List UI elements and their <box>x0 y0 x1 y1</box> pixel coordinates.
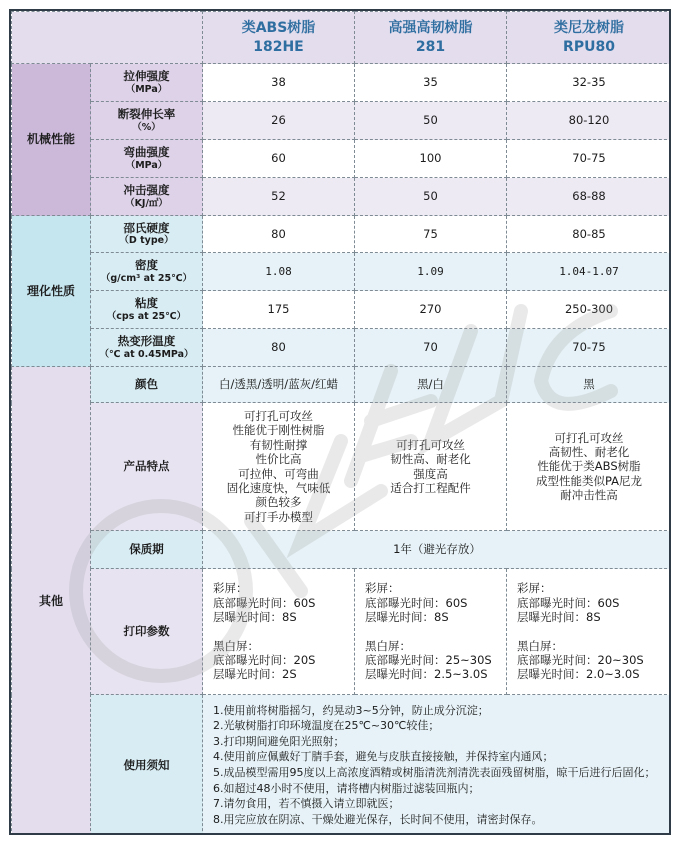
row-usage <box>12 695 672 836</box>
value-cell: 白/透黑/透明/蓝灰/红蜡 <box>203 367 355 403</box>
prop-label: 粘度 （cps at 25℃） <box>91 291 203 329</box>
value-cell: 黑 <box>507 367 672 403</box>
col-header-182he: 类ABS树脂 182HE <box>203 12 355 64</box>
row-print-params <box>12 569 672 695</box>
col-header-rpu80: 类尼龙树脂 RPU80 <box>507 12 672 64</box>
print-rpu80: 彩屏： 底部曝光时间：60S 层曝光时间：8S 黑白屏： 底部曝光时间：20~30S 层曝光时间：2.0~3.0S <box>507 569 672 695</box>
value-cell: 50 <box>355 102 507 140</box>
prop-label: 热变形温度 （℃ at 0.45MPa） <box>91 329 203 367</box>
prop-label: 颜色 <box>91 367 203 403</box>
prop-label: 弯曲强度 （MPa） <box>91 140 203 178</box>
value-cell: 80 <box>203 329 355 367</box>
header-corner <box>12 12 203 64</box>
value-cell: 32-35 <box>507 64 672 102</box>
prop-label: 冲击强度 （KJ/㎡） <box>91 178 203 216</box>
row-features <box>12 403 672 531</box>
header-row <box>12 12 672 64</box>
group-mechanical: 机械性能 <box>12 64 91 216</box>
value-cell: 50 <box>355 178 507 216</box>
value-cell: 1.04-1.07 <box>507 253 672 291</box>
value-cell: 60 <box>203 140 355 178</box>
value-cell: 68-88 <box>507 178 672 216</box>
value-cell: 1.09 <box>355 253 507 291</box>
value-cell: 250-300 <box>507 291 672 329</box>
row-flexural <box>12 140 672 178</box>
row-hardness <box>12 216 672 253</box>
row-density <box>12 253 672 291</box>
row-tensile <box>12 64 672 102</box>
group-other: 其他 <box>12 367 91 836</box>
spec-sheet <box>9 9 671 835</box>
value-cell: 26 <box>203 102 355 140</box>
prop-label: 产品特点 <box>91 403 203 531</box>
value-cell: 1.08 <box>203 253 355 291</box>
prop-label: 使用须知 <box>91 695 203 836</box>
value-cell: 70-75 <box>507 329 672 367</box>
value-cell: 100 <box>355 140 507 178</box>
value-cell: 70 <box>355 329 507 367</box>
col-header-281: 高强高韧树脂 281 <box>355 12 507 64</box>
prop-label: 打印参数 <box>91 569 203 695</box>
row-color <box>12 367 672 403</box>
features-182he: 可打孔可攻丝 性能优于刚性树脂 有韧性耐撑 性价比高 可拉伸、可弯曲 固化速度快，气味低 颜色较多 可打手办模型 <box>203 403 355 531</box>
row-viscosity <box>12 291 672 329</box>
features-rpu80: 可打孔可攻丝 高韧性、耐老化 性能优于类ABS树脂 成型性能类似PA尼龙 耐冲击性高 <box>507 403 672 531</box>
prop-label: 邵氏硬度 （D type） <box>91 216 203 253</box>
row-shelf-life <box>12 531 672 569</box>
row-impact <box>12 178 672 216</box>
shelf-life-value: 1年（避光存放） <box>203 531 672 569</box>
value-cell: 80-85 <box>507 216 672 253</box>
value-cell: 38 <box>203 64 355 102</box>
usage-notes: 1.使用前将树脂摇匀，约晃动3~5分钟，防止成分沉淀； 2.光敏树脂打印环境温度在25℃~30℃较佳； 3.打印期间避免阳光照射； 4.使用前应佩戴好丁腈手套，避免与皮肤直接接触，并保持室内通风； 5.成品模型需用95度以上高浓度酒精或树脂清洗剂清洗表面残留树脂，晾干后进行后固化； 6.如超过48小时不使用，请将槽内树脂过滤装回瓶内； 7.请勿食用，若不慎摄入请立即就医； 8.用完应放在阴凉、干燥处避光保存，长时间不使用，请密封保存。 <box>203 695 672 836</box>
print-281: 彩屏： 底部曝光时间：60S 层曝光时间：8S 黑白屏： 底部曝光时间：25~30S 层曝光时间：2.5~3.0S <box>355 569 507 695</box>
group-physchem: 理化性质 <box>12 216 91 367</box>
value-cell: 175 <box>203 291 355 329</box>
value-cell: 黑/白 <box>355 367 507 403</box>
value-cell: 35 <box>355 64 507 102</box>
value-cell: 270 <box>355 291 507 329</box>
prop-label: 保质期 <box>91 531 203 569</box>
resin-spec-table <box>11 11 671 835</box>
value-cell: 70-75 <box>507 140 672 178</box>
row-hdt <box>12 329 672 367</box>
value-cell: 80 <box>203 216 355 253</box>
value-cell: 52 <box>203 178 355 216</box>
row-elongation <box>12 102 672 140</box>
value-cell: 75 <box>355 216 507 253</box>
value-cell: 80-120 <box>507 102 672 140</box>
prop-label: 断裂伸长率 （%） <box>91 102 203 140</box>
print-182he: 彩屏： 底部曝光时间：60S 层曝光时间：8S 黑白屏： 底部曝光时间：20S 层曝光时间：2S <box>203 569 355 695</box>
prop-label: 密度 （g/cm³ at 25℃） <box>91 253 203 291</box>
prop-label: 拉伸强度 （MPa） <box>91 64 203 102</box>
features-281: 可打孔可攻丝 韧性高、耐老化 强度高 适合打工程配件 <box>355 403 507 531</box>
